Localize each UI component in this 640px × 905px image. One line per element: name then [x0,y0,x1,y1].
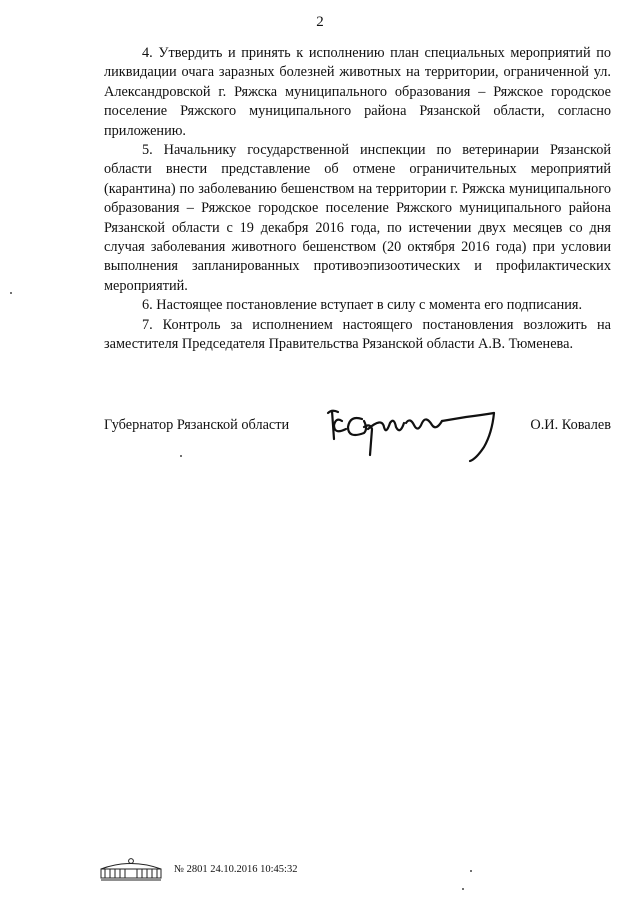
document-body [104,44,611,355]
registration-stamp: № 2801 24.10.2016 10:45:32 [174,864,298,875]
scan-speck [470,870,472,872]
paragraph-7: 7. Контроль за исполнением настоящего постановления возложить на заместителя Председателя Правительства Рязанской области А.В. Тюменева. [104,316,611,353]
registration-footer [100,856,400,882]
signature-block [104,405,611,475]
paragraph-6: 6. Настоящее постановление вступает в силу с момента его подписания. [142,297,583,314]
page-number: 2 [316,14,324,30]
paragraph-4: 4. Утвердить и принять к исполнению план специальных мероприятий по ликвидации очага заразных болезней животных на территории, ограниченной ул. Александровской г. Ряжска муниципального образования – Ряжское городское поселение Ряжского муниципального района Рязанской области, согласно приложению. [104,45,611,139]
scan-speck [180,455,182,457]
registry-logo-icon [100,856,162,882]
signatory-name: О.И. Ковалев [530,417,611,433]
scan-speck [10,292,12,294]
handwritten-signature [324,399,504,469]
scan-speck [462,888,464,890]
paragraph-5: 5. Начальнику государственной инспекции по ветеринарии Рязанской области внести представление об отмене ограничительных мероприятий (карантина) по заболеванию бешенством на территории г. Ряжска муниципального образования – Ряжское городское поселение Ряжского муниципального района Рязанской области с 19 декабря 2016 года, по истечении двух месяцев со дня случая заболевания животного бешенством (20 октября 2016 года) при условии выполнения запланированных противоэпизоотических и профилактических мероприятий. [104,142,611,294]
signatory-title: Губернатор Рязанской области [104,417,290,433]
